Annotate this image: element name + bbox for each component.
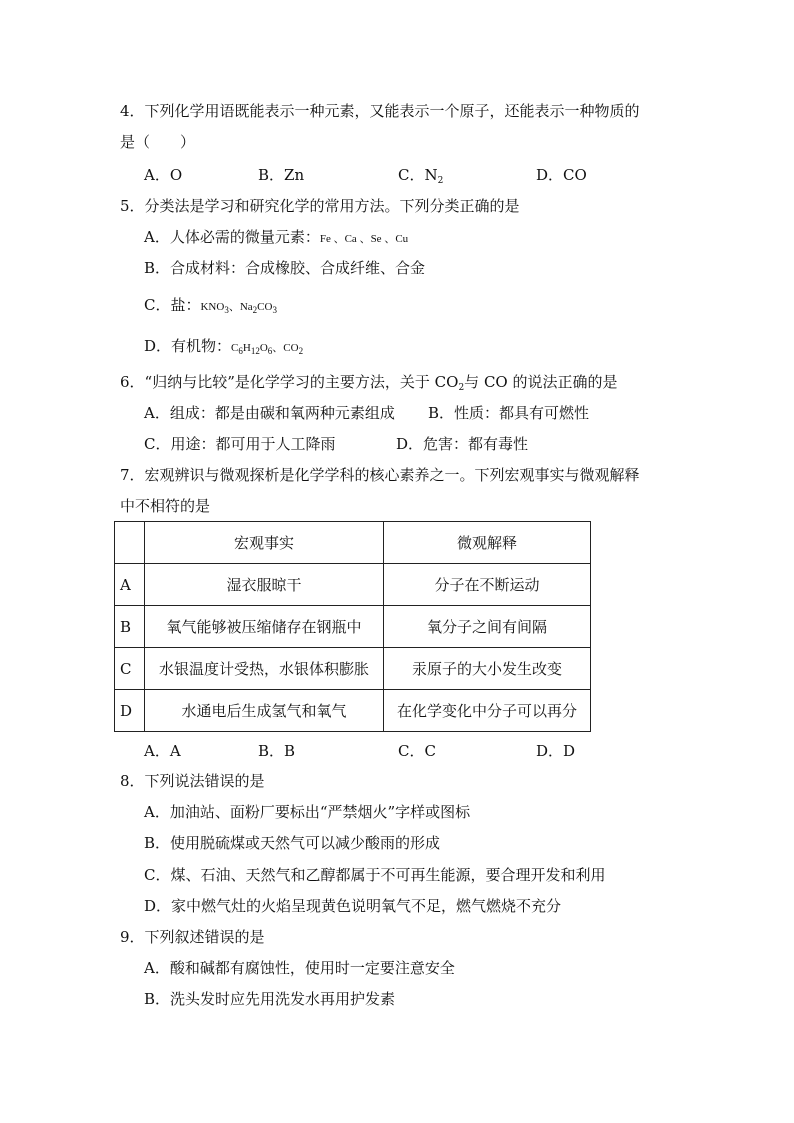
q8-option-c: C．煤、石油、天然气和乙醇都属于不可再生能源，要合理开发和利用 bbox=[144, 866, 606, 884]
q4-option-c: C．$N_2$ bbox=[398, 166, 444, 186]
q7-option-b: B．B bbox=[258, 742, 296, 760]
table-header-cell bbox=[115, 522, 145, 564]
q9-option-b: B．洗头发时应先用洗发水再用护发素 bbox=[144, 990, 396, 1008]
table-row bbox=[115, 606, 591, 648]
q7-option-d: D．D bbox=[536, 742, 576, 760]
table-row bbox=[115, 564, 591, 606]
q7-option-a: A．A bbox=[144, 742, 181, 760]
table-cell: 氧气能够被压缩储存在钢瓶中 bbox=[145, 606, 384, 648]
q4-option-a: A．O bbox=[144, 166, 183, 184]
question-4-line-1: 4．下列化学用语既能表示一种元素，又能表示一个原子，还能表示一种物质的 bbox=[120, 102, 640, 120]
q6-option-c: C．用途：都可用于人工降雨 bbox=[144, 435, 336, 453]
q6-option-a: A．组成：都是由碳和氧两种元素组成 bbox=[144, 404, 395, 422]
q6-option-d: D．危害：都有毒性 bbox=[396, 435, 529, 453]
table-header-cell: 宏观事实 bbox=[145, 522, 384, 564]
question-8-stem: 8．下列说法错误的是 bbox=[120, 772, 265, 790]
q5-option-c: C．盐：$KNO_3$、$Na_2CO_3$ bbox=[144, 296, 277, 315]
q5-option-d: D．有机物：$C_6H_{12}O_6$、$CO_2$ bbox=[144, 337, 304, 356]
q8-option-d: D．家中燃气灶的火焰呈现黄色说明氧气不足，燃气燃烧不充分 bbox=[144, 897, 562, 915]
question-4-line-2: 是（ ） bbox=[120, 133, 196, 151]
table-cell: 水银温度计受热，水银体积膨胀 bbox=[145, 648, 384, 690]
q4-option-b: B．Zn bbox=[258, 166, 305, 184]
table-header-cell: 微观解释 bbox=[384, 522, 591, 564]
q5-option-a: A．人体必需的微量元素：Fe 、Ca 、Se 、Cu bbox=[144, 228, 409, 246]
table-cell: 水通电后生成氢气和氧气 bbox=[145, 690, 384, 732]
table-cell: A bbox=[115, 564, 145, 606]
comparison-table bbox=[114, 521, 591, 732]
table-cell: 在化学变化中分子可以再分 bbox=[384, 690, 591, 732]
q7-option-c: C．C bbox=[398, 742, 436, 760]
table-cell: B bbox=[115, 606, 145, 648]
table-cell: 氧分子之间有间隔 bbox=[384, 606, 591, 648]
question-9-stem: 9．下列叙述错误的是 bbox=[120, 928, 265, 946]
question-7-line-2: 中不相符的是 bbox=[120, 497, 211, 515]
table-row bbox=[115, 648, 591, 690]
q9-option-a: A．酸和碱都有腐蚀性，使用时一定要注意安全 bbox=[144, 959, 455, 977]
table-header-row bbox=[115, 522, 591, 564]
q6-option-b: B．性质：都具有可燃性 bbox=[428, 404, 590, 422]
table-cell: 湿衣服晾干 bbox=[145, 564, 384, 606]
q5-option-b: B．合成材料：合成橡胶、合成纤维、合金 bbox=[144, 259, 426, 277]
table-row bbox=[115, 690, 591, 732]
question-7-line-1: 7．宏观辨识与微观探析是化学学科的核心素养之一。下列宏观事实与微观解释 bbox=[120, 466, 640, 484]
q8-option-b: B．使用脱硫煤或天然气可以减少酸雨的形成 bbox=[144, 834, 441, 852]
question-6-stem: 6．“归纳与比较”是化学学习的主要方法，关于 $CO_2$与 CO 的说法正确的是 bbox=[120, 373, 618, 393]
q8-option-a: A．加油站、面粉厂要标出“严禁烟火”字样或图标 bbox=[144, 803, 471, 821]
table-cell: 汞原子的大小发生改变 bbox=[384, 648, 591, 690]
q4-option-d: D．CO bbox=[536, 166, 587, 184]
table-cell: 分子在不断运动 bbox=[384, 564, 591, 606]
table-cell: C bbox=[115, 648, 145, 690]
table-cell: D bbox=[115, 690, 145, 732]
question-5-stem: 5．分类法是学习和研究化学的常用方法。下列分类正确的是 bbox=[120, 197, 520, 215]
